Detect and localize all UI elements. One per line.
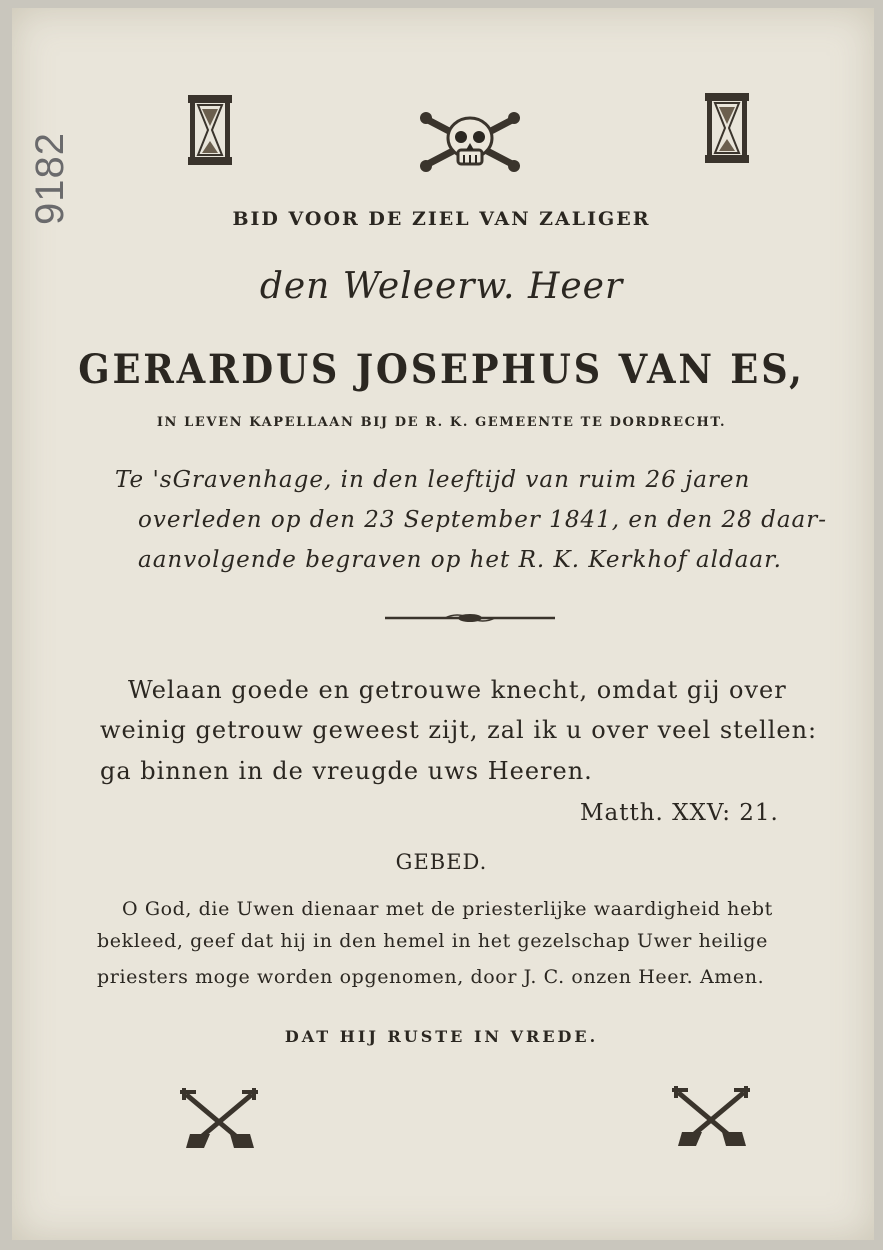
prayer-text-line: O God, die Uwen dienaar met de priesterlijke waardigheid hebt <box>122 898 773 920</box>
prayer-text-line: priesters moge worden opgenomen, door J. C. onzen Heer. Amen. <box>97 966 765 988</box>
closing-line: DAT HIJ RUSTE IN VREDE. <box>284 1027 599 1046</box>
crossed-spades-icon <box>176 1086 262 1150</box>
deceased-name: GERARDUS JOSEPHUS VAN ES, <box>78 346 805 393</box>
deceased-office: IN LEVEN KAPELLAAN BIJ DE R. K. GEMEENTE TE DORDRECHT. <box>156 415 727 430</box>
bible-verse-line: weinig getrouw geweest zijt, zal ik u over veel stellen: <box>100 716 818 744</box>
bible-verse-line: ga binnen in de vreugde uws Heeren. <box>100 757 593 785</box>
death-details-line: Te 'sGravenhage, in den leeftijd van ruim 26 jaren <box>115 467 751 493</box>
death-details-line: overleden op den 23 September 1841, en den 28 daar- <box>138 507 828 533</box>
prayer-text-line: bekleed, geef dat hij in den hemel in het gezelschap Uwer heilige <box>97 930 768 952</box>
prayer-title: GEBED. <box>395 850 488 874</box>
hourglass-icon <box>703 91 751 165</box>
title-of-address: den Weleerw. Heer <box>259 266 624 307</box>
bible-verse-line: Welaan goede en getrouwe knecht, omdat gij over <box>128 676 787 704</box>
skull-crossbones-icon <box>420 110 520 172</box>
ornamental-divider <box>385 610 555 626</box>
bible-verse-reference: Matth. XXV: 21. <box>580 800 779 826</box>
death-details-line: aanvolgende begraven op het R. K. Kerkhof aldaar. <box>138 547 782 573</box>
crossed-spades-icon <box>668 1084 754 1148</box>
archive-number: 9182 <box>28 132 72 225</box>
hourglass-icon <box>186 93 234 167</box>
prayer-request-heading: BID VOOR DE ZIEL VAN ZALIGER <box>232 208 651 230</box>
